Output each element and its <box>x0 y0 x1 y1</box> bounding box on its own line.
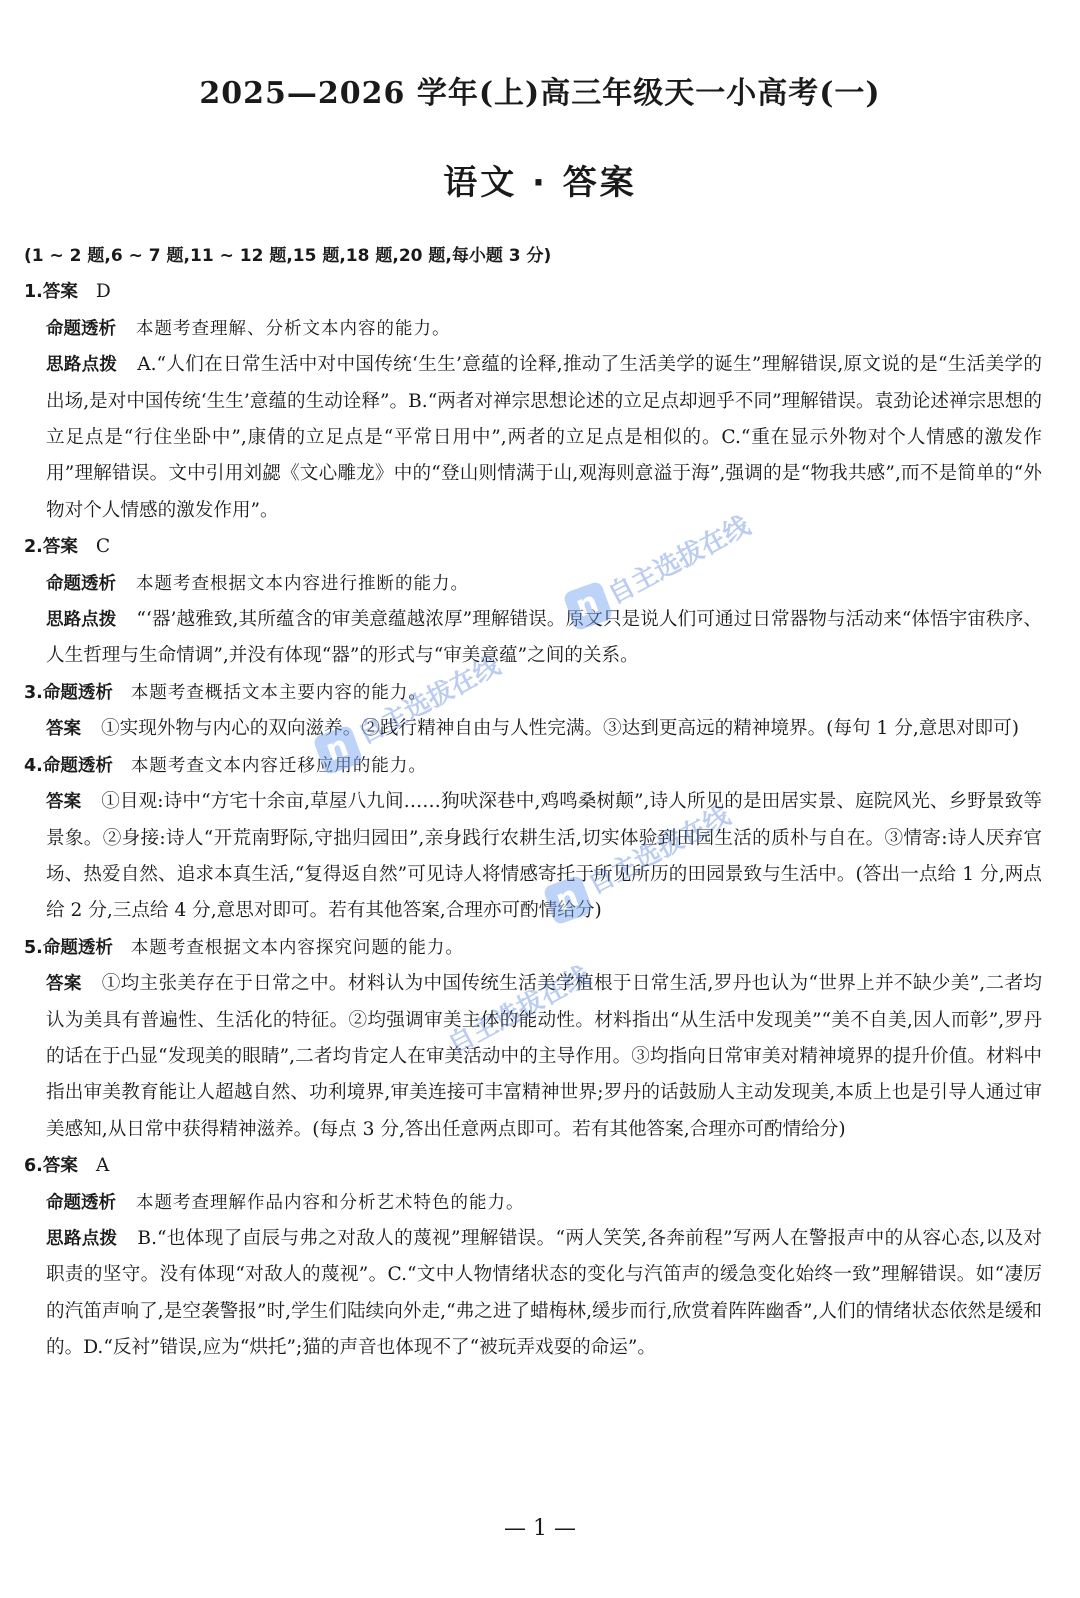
question-number: 3. <box>24 682 43 703</box>
answer-paragraph <box>24 711 1042 747</box>
watermark-text: 自主选拔在线 <box>443 960 596 1061</box>
question-number: 5. <box>24 937 43 958</box>
answer-paragraph <box>24 566 1042 602</box>
exam-title: 2025—2026 学年(上)高三年级天一小高考(一) <box>199 76 881 111</box>
question-header <box>24 529 1042 565</box>
question-header <box>24 274 1042 310</box>
answer-paragraph <box>24 966 1042 1148</box>
question-header <box>24 1148 1042 1184</box>
answer-paragraph <box>24 602 1042 675</box>
question-block <box>24 675 1042 748</box>
paragraph-label: 思路点拨 <box>46 610 117 631</box>
question-head-label: 命题透析 <box>42 682 113 703</box>
question-head-label: 答案 <box>42 1156 78 1177</box>
question-number: 2. <box>24 537 43 558</box>
question-head-label: 答案 <box>42 282 78 303</box>
question-head-value: D <box>95 281 111 303</box>
watermark-text: 自主选拔在线 <box>353 650 506 751</box>
paragraph-text: ①目观:诗中“方宅十余亩,草屋八九间……狗吠深巷中,鸡鸣桑树颠”,诗人所见的是田居实景、庭院风光、乡野景致等景象。②身接:诗人“开荒南野际,守拙归园田”,亲身践行农耕生活,切实体验到田园生活的质朴与自在。③情寄:诗人厌弃官场、热爱自然、追求本真生活,“复得返自然”可见诗人将情感寄托于所见所历的田园景致与生活中。(答出一点给 1 分,两点给 2 分,三点给 4 分,意思对即可。若有其他答案,合理亦可酌情给分) <box>46 791 1043 922</box>
question-head-label: 命题透析 <box>42 755 113 776</box>
answer-content <box>24 238 1042 1367</box>
question-head-label: 命题透析 <box>42 937 113 958</box>
paragraph-text: B.“也体现了卣辰与弗之对敌人的蔑视”理解错误。“两人笑笑,各奔前程”写两人在警报声中的从容心态,以及对职责的坚守。没有体现“对敌人的蔑视”。C.“文中人物情绪状态的变化与汽笛声的缓急变化始终一致”理解错误。如“凄厉的汽笛声响了,是空袭警报”时,学生们陆续向外走,“弗之进了蜡梅林,缓步而行,欣赏着阵阵幽香”,人们的情绪状态依然是缓和的。D.“反衬”错误,应为“烘托”;猫的声音也体现不了“被玩弄戏耍的命运”。 <box>46 1227 1043 1359</box>
question-header <box>24 930 1042 966</box>
answer-paragraph <box>24 311 1042 347</box>
question-head-value: 本题考查根据文本内容探究问题的能力。 <box>130 937 464 958</box>
question-head-label: 答案 <box>42 537 78 558</box>
paragraph-text: ①均主张美存在于日常之中。材料认为中国传统生活美学植根于日常生活,罗丹也认为“世界上并不缺少美”,二者均认为美具有普遍性、生活化的特征。②均强调审美主体的能动性。材料指出“从生活中发现美”“美不自美,因人而彰”,罗丹的话在于凸显“发现美的眼睛”,二者均肯定人在审美活动中的主导作用。③均指向日常审美对精神境界的提升价值。材料中指出审美教育能让人超越自然、功利境界,审美连接可丰富精神世界;罗丹的话鼓励人主动发现美,本质上也是引导人通过审美感知,从日常中获得精神滋养。(每点 3 分,答出任意两点即可。若有其他答案,合理亦可酌情给分) <box>46 973 1042 1140</box>
paragraph-text: 本题考查理解作品内容和分析艺术特色的能力。 <box>136 1192 525 1213</box>
question-head-value: A <box>95 1155 110 1177</box>
paragraph-text: 本题考查理解、分析文本内容的能力。 <box>136 318 451 339</box>
subject-title: 语文 · 答案 <box>443 163 637 203</box>
paragraph-text: ①实现外物与内心的双向滋养。②践行精神自由与人性完满。③达到更高远的精神境界。(每句 1 分,意思对即可) <box>101 718 1019 740</box>
scoring-note: (1 ~ 2 题,6 ~ 7 题,11 ~ 12 题,15 题,18 题,20 题,每小题 3 分) <box>24 246 552 266</box>
answer-paragraph <box>24 1221 1042 1367</box>
paragraph-label: 命题透析 <box>46 318 116 339</box>
answer-paragraph <box>24 784 1042 930</box>
paragraph-label: 答案 <box>46 792 82 813</box>
question-number: 6. <box>24 1156 43 1177</box>
question-head-value: C <box>95 536 111 558</box>
paragraph-text: 本题考查根据文本内容进行推断的能力。 <box>136 573 469 594</box>
question-head-value: 本题考查文本内容迁移应用的能力。 <box>130 755 427 776</box>
paragraph-label: 答案 <box>46 974 82 995</box>
question-block <box>24 274 1042 529</box>
paragraph-label: 思路点拨 <box>46 355 118 376</box>
paragraph-text: A.“人们在日常生活中对中国传统‘生生’意蕴的诠释,推动了生活美学的诞生”理解错误,原文说的是“生活美学的出场,是对中国传统‘生生’意蕴的生动诠释”。B.“两者对禅宗思想论述的立足点却迥乎不同”理解错误。袁劲论述禅宗思想的立足点是“行住坐卧中”,康倩的立足点是“平常日用中”,两者的立足点是相似的。C.“重在显示外物对个人情感的激发作用”理解错误。文中引用刘勰《文心雕龙》中的“登山则情满于山,观海则意溢于海”,强调的是“物我共感”,而不是简单的“外物对个人情感的激发作用”。 <box>46 354 1043 521</box>
question-head-value: 本题考查概括文本主要内容的能力。 <box>130 682 427 703</box>
watermark-text: 自主选拔在线 <box>603 510 756 611</box>
paragraph-text: “‘器’越雅致,其所蕴含的审美意蕴越浓厚”理解错误。原文只是说人们可通过日常器物与活动来“体悟宇宙秩序、人生哲理与生命情调”,并没有体现“器”的形式与“审美意蕴”之间的关系。 <box>46 609 1042 667</box>
paragraph-label: 思路点拨 <box>46 1228 118 1249</box>
question-number: 1. <box>24 282 43 303</box>
paragraph-label: 命题透析 <box>46 573 116 594</box>
paragraph-label: 答案 <box>46 719 81 740</box>
question-header <box>24 675 1042 711</box>
page-number: — 1 — <box>504 1516 576 1541</box>
answer-paragraph <box>24 1185 1042 1221</box>
question-header <box>24 748 1042 784</box>
paragraph-label: 命题透析 <box>46 1192 116 1213</box>
question-block <box>24 748 1042 930</box>
answer-paragraph <box>24 347 1042 529</box>
watermark-text: 自主选拔在线 <box>583 800 736 901</box>
question-block <box>24 529 1042 675</box>
question-block <box>24 1148 1042 1366</box>
question-number: 4. <box>24 755 43 776</box>
question-block <box>24 930 1042 1148</box>
question-list <box>24 274 1042 1366</box>
